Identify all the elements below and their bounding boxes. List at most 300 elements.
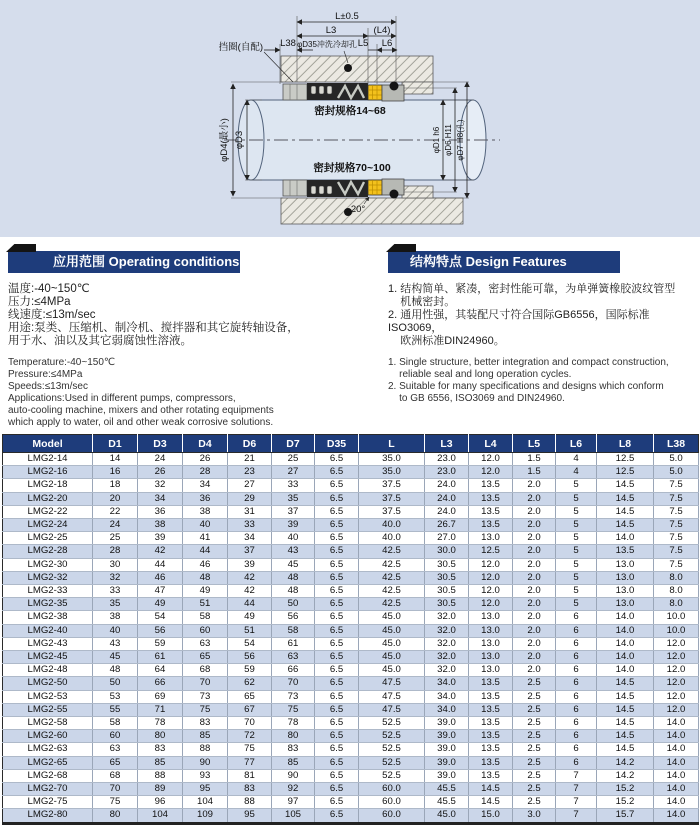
value-cell: 14.0 bbox=[654, 783, 699, 796]
value-cell: 30.5 bbox=[425, 585, 469, 598]
value-cell: 60.0 bbox=[359, 809, 425, 823]
value-cell: 83 bbox=[272, 743, 315, 756]
value-cell: 44 bbox=[138, 558, 183, 571]
value-cell: 30 bbox=[93, 558, 138, 571]
value-cell: 80 bbox=[138, 730, 183, 743]
value-cell: 24.0 bbox=[425, 505, 469, 518]
label-retaining-ring: 挡圈(自配) bbox=[218, 42, 263, 53]
value-cell: 12.0 bbox=[469, 558, 513, 571]
value-cell: 14.0 bbox=[597, 664, 654, 677]
value-cell: 10.0 bbox=[654, 624, 699, 637]
value-cell: 6.5 bbox=[315, 651, 359, 664]
model-cell: LMG2-22 bbox=[3, 505, 93, 518]
value-cell: 68 bbox=[93, 769, 138, 782]
value-cell: 12.5 bbox=[597, 453, 654, 466]
value-cell: 70 bbox=[272, 677, 315, 690]
value-cell: 13.0 bbox=[469, 624, 513, 637]
text-line: Applications:Used in different pumps, compressors, bbox=[8, 393, 236, 404]
model-cell: LMG2-80 bbox=[3, 809, 93, 823]
value-cell: 6.5 bbox=[315, 730, 359, 743]
value-cell: 6 bbox=[556, 611, 597, 624]
value-cell: 13.0 bbox=[597, 598, 654, 611]
text-line: 2. 通用性强，其装配尺寸符合国际GB6556，国际标准ISO3069， bbox=[388, 309, 650, 334]
value-cell: 5.0 bbox=[654, 453, 699, 466]
model-cell: LMG2-18 bbox=[3, 479, 93, 492]
model-cell: LMG2-43 bbox=[3, 637, 93, 650]
value-cell: 14.5 bbox=[597, 492, 654, 505]
table-row bbox=[3, 611, 699, 624]
value-cell: 12.0 bbox=[469, 598, 513, 611]
value-cell: 39.0 bbox=[425, 717, 469, 730]
value-cell: 14.0 bbox=[597, 651, 654, 664]
value-cell: 13.0 bbox=[597, 558, 654, 571]
value-cell: 7.5 bbox=[654, 532, 699, 545]
value-cell: 2.5 bbox=[513, 796, 556, 809]
value-cell: 14.0 bbox=[654, 743, 699, 756]
value-cell: 42.5 bbox=[359, 558, 425, 571]
value-cell: 13.0 bbox=[597, 585, 654, 598]
value-cell: 5.0 bbox=[654, 466, 699, 479]
value-cell: 12.0 bbox=[654, 703, 699, 716]
value-cell: 15.2 bbox=[597, 783, 654, 796]
value-cell: 2.0 bbox=[513, 611, 556, 624]
value-cell: 75 bbox=[272, 703, 315, 716]
value-cell: 95 bbox=[228, 809, 272, 823]
value-cell: 5 bbox=[556, 505, 597, 518]
value-cell: 66 bbox=[138, 677, 183, 690]
value-cell: 30.0 bbox=[425, 545, 469, 558]
value-cell: 77 bbox=[228, 756, 272, 769]
value-cell: 13.5 bbox=[469, 756, 513, 769]
value-cell: 14.0 bbox=[654, 756, 699, 769]
value-cell: 83 bbox=[183, 717, 228, 730]
value-cell: 6.5 bbox=[315, 611, 359, 624]
value-cell: 4 bbox=[556, 466, 597, 479]
value-cell: 2.0 bbox=[513, 558, 556, 571]
value-cell: 47.5 bbox=[359, 703, 425, 716]
model-cell: LMG2-65 bbox=[3, 756, 93, 769]
value-cell: 90 bbox=[183, 756, 228, 769]
value-cell: 48 bbox=[272, 571, 315, 584]
value-cell: 97 bbox=[272, 796, 315, 809]
value-cell: 56 bbox=[228, 651, 272, 664]
value-cell: 13.0 bbox=[469, 611, 513, 624]
value-cell: 32.0 bbox=[425, 611, 469, 624]
value-cell: 31 bbox=[228, 505, 272, 518]
value-cell: 36 bbox=[138, 505, 183, 518]
text-line: Speeds:≤13m/sec bbox=[8, 381, 88, 392]
value-cell: 38 bbox=[138, 519, 183, 532]
value-cell: 32.0 bbox=[425, 637, 469, 650]
value-cell: 26 bbox=[138, 466, 183, 479]
dim-label-l3: L3 bbox=[325, 25, 337, 36]
value-cell: 6.5 bbox=[315, 717, 359, 730]
table-row bbox=[3, 651, 699, 664]
value-cell: 14.5 bbox=[597, 703, 654, 716]
value-cell: 48 bbox=[272, 585, 315, 598]
value-cell: 47.5 bbox=[359, 690, 425, 703]
value-cell: 40 bbox=[272, 532, 315, 545]
value-cell: 6 bbox=[556, 717, 597, 730]
value-cell: 21 bbox=[228, 453, 272, 466]
design-features-header bbox=[388, 251, 620, 273]
dim-label-d7: φD7 H8(孔) bbox=[456, 119, 465, 161]
value-cell: 14.0 bbox=[654, 796, 699, 809]
operating-conditions-zh bbox=[8, 283, 374, 348]
value-cell: 42 bbox=[228, 571, 272, 584]
value-cell: 45.5 bbox=[425, 796, 469, 809]
value-cell: 7 bbox=[556, 769, 597, 782]
text-line: 用于水、油以及其它弱腐蚀性溶液。 bbox=[8, 335, 192, 347]
value-cell: 66 bbox=[272, 664, 315, 677]
value-cell: 37 bbox=[228, 545, 272, 558]
value-cell: 6.5 bbox=[315, 466, 359, 479]
value-cell: 81 bbox=[228, 769, 272, 782]
value-cell: 36 bbox=[183, 492, 228, 505]
value-cell: 85 bbox=[272, 756, 315, 769]
value-cell: 23.0 bbox=[425, 466, 469, 479]
column-header: D4 bbox=[183, 435, 228, 453]
value-cell: 14.5 bbox=[597, 743, 654, 756]
value-cell: 50 bbox=[272, 598, 315, 611]
value-cell: 6 bbox=[556, 664, 597, 677]
value-cell: 2.0 bbox=[513, 624, 556, 637]
value-cell: 5 bbox=[556, 585, 597, 598]
value-cell: 34 bbox=[183, 479, 228, 492]
value-cell: 45.5 bbox=[425, 783, 469, 796]
value-cell: 1.5 bbox=[513, 453, 556, 466]
value-cell: 12.0 bbox=[469, 453, 513, 466]
value-cell: 52.5 bbox=[359, 717, 425, 730]
value-cell: 1.5 bbox=[513, 466, 556, 479]
value-cell: 58 bbox=[93, 717, 138, 730]
value-cell: 61 bbox=[272, 637, 315, 650]
value-cell: 40 bbox=[183, 519, 228, 532]
value-cell: 32.0 bbox=[425, 624, 469, 637]
value-cell: 37.5 bbox=[359, 505, 425, 518]
value-cell: 2.0 bbox=[513, 479, 556, 492]
value-cell: 45.0 bbox=[359, 637, 425, 650]
value-cell: 14.0 bbox=[654, 769, 699, 782]
dim-label-l-total: L±0.5 bbox=[335, 11, 359, 22]
value-cell: 14.5 bbox=[597, 690, 654, 703]
value-cell: 14.5 bbox=[597, 519, 654, 532]
model-cell: LMG2-30 bbox=[3, 558, 93, 571]
column-header: L38 bbox=[654, 435, 699, 453]
value-cell: 13.0 bbox=[469, 651, 513, 664]
value-cell: 24 bbox=[93, 519, 138, 532]
text-line: 线速度:≤13m/sec bbox=[8, 309, 96, 321]
value-cell: 15.7 bbox=[597, 809, 654, 823]
value-cell: 45 bbox=[272, 558, 315, 571]
column-header: L bbox=[359, 435, 425, 453]
value-cell: 33 bbox=[228, 519, 272, 532]
value-cell: 46 bbox=[138, 571, 183, 584]
value-cell: 6.5 bbox=[315, 492, 359, 505]
value-cell: 65 bbox=[183, 651, 228, 664]
table-row bbox=[3, 558, 699, 571]
value-cell: 44 bbox=[183, 545, 228, 558]
value-cell: 7.5 bbox=[654, 558, 699, 571]
value-cell: 78 bbox=[272, 717, 315, 730]
value-cell: 30.5 bbox=[425, 558, 469, 571]
table-row bbox=[3, 466, 699, 479]
value-cell: 5 bbox=[556, 492, 597, 505]
value-cell: 12.0 bbox=[654, 690, 699, 703]
value-cell: 47.5 bbox=[359, 677, 425, 690]
text-line: 欧洲标准DIN24960。 bbox=[388, 335, 505, 347]
table-row bbox=[3, 585, 699, 598]
column-header: D6 bbox=[228, 435, 272, 453]
value-cell: 27 bbox=[272, 466, 315, 479]
value-cell: 93 bbox=[183, 769, 228, 782]
value-cell: 56 bbox=[138, 624, 183, 637]
table-row bbox=[3, 479, 699, 492]
value-cell: 34.0 bbox=[425, 703, 469, 716]
value-cell: 75 bbox=[93, 796, 138, 809]
value-cell: 13.5 bbox=[469, 479, 513, 492]
value-cell: 45.0 bbox=[359, 664, 425, 677]
value-cell: 33 bbox=[272, 479, 315, 492]
value-cell: 51 bbox=[228, 624, 272, 637]
value-cell: 53 bbox=[93, 690, 138, 703]
value-cell: 45 bbox=[93, 651, 138, 664]
value-cell: 45.0 bbox=[425, 809, 469, 823]
value-cell: 12.0 bbox=[654, 664, 699, 677]
model-cell: LMG2-28 bbox=[3, 545, 93, 558]
value-cell: 26.7 bbox=[425, 519, 469, 532]
label-angle: 20° bbox=[350, 204, 366, 215]
value-cell: 6 bbox=[556, 624, 597, 637]
value-cell: 24.0 bbox=[425, 479, 469, 492]
value-cell: 43 bbox=[272, 545, 315, 558]
value-cell: 40.0 bbox=[359, 532, 425, 545]
value-cell: 6 bbox=[556, 703, 597, 716]
value-cell: 2.5 bbox=[513, 769, 556, 782]
value-cell: 70 bbox=[93, 783, 138, 796]
value-cell: 51 bbox=[183, 598, 228, 611]
value-cell: 68 bbox=[183, 664, 228, 677]
dim-label-l5: L5 bbox=[357, 38, 369, 49]
model-cell: LMG2-63 bbox=[3, 743, 93, 756]
value-cell: 5 bbox=[556, 598, 597, 611]
value-cell: 61 bbox=[138, 651, 183, 664]
value-cell: 6.5 bbox=[315, 769, 359, 782]
value-cell: 54 bbox=[138, 611, 183, 624]
value-cell: 13.5 bbox=[469, 717, 513, 730]
table-row bbox=[3, 743, 699, 756]
design-features-zh bbox=[388, 283, 696, 348]
value-cell: 13.0 bbox=[469, 532, 513, 545]
value-cell: 52.5 bbox=[359, 743, 425, 756]
value-cell: 44 bbox=[228, 598, 272, 611]
value-cell: 65 bbox=[228, 690, 272, 703]
value-cell: 7.5 bbox=[654, 519, 699, 532]
value-cell: 78 bbox=[138, 717, 183, 730]
text-line: 2. Suitable for many specifications and designs which conform bbox=[388, 381, 664, 392]
value-cell: 26 bbox=[183, 453, 228, 466]
value-cell: 69 bbox=[138, 690, 183, 703]
value-cell: 16 bbox=[93, 466, 138, 479]
value-cell: 12.0 bbox=[469, 466, 513, 479]
value-cell: 6.5 bbox=[315, 743, 359, 756]
table-row bbox=[3, 783, 699, 796]
value-cell: 5 bbox=[556, 571, 597, 584]
column-header: D3 bbox=[138, 435, 183, 453]
text-line: 用途:泵类、压缩机、制冷机、搅拌器和其它旋转轴设备， bbox=[8, 322, 299, 334]
value-cell: 6.5 bbox=[315, 664, 359, 677]
value-cell: 2.5 bbox=[513, 743, 556, 756]
operating-conditions-en bbox=[8, 357, 374, 429]
value-cell: 42 bbox=[228, 585, 272, 598]
value-cell: 2.5 bbox=[513, 756, 556, 769]
value-cell: 2.0 bbox=[513, 598, 556, 611]
column-header: Model bbox=[3, 435, 93, 453]
value-cell: 39.0 bbox=[425, 743, 469, 756]
value-cell: 7 bbox=[556, 809, 597, 823]
value-cell: 45.0 bbox=[359, 651, 425, 664]
value-cell: 14.0 bbox=[597, 624, 654, 637]
value-cell: 13.5 bbox=[469, 703, 513, 716]
value-cell: 75 bbox=[228, 743, 272, 756]
value-cell: 55 bbox=[93, 703, 138, 716]
model-cell: LMG2-32 bbox=[3, 571, 93, 584]
value-cell: 5 bbox=[556, 519, 597, 532]
value-cell: 13.5 bbox=[469, 690, 513, 703]
value-cell: 32.0 bbox=[425, 664, 469, 677]
value-cell: 42.5 bbox=[359, 585, 425, 598]
value-cell: 6.5 bbox=[315, 558, 359, 571]
value-cell: 6.5 bbox=[315, 545, 359, 558]
value-cell: 24 bbox=[138, 453, 183, 466]
value-cell: 14.5 bbox=[597, 677, 654, 690]
value-cell: 6.5 bbox=[315, 796, 359, 809]
column-header: D7 bbox=[272, 435, 315, 453]
value-cell: 6.5 bbox=[315, 519, 359, 532]
value-cell: 40.0 bbox=[359, 519, 425, 532]
value-cell: 13.0 bbox=[469, 637, 513, 650]
table-row bbox=[3, 545, 699, 558]
value-cell: 49 bbox=[183, 585, 228, 598]
value-cell: 6 bbox=[556, 756, 597, 769]
value-cell: 71 bbox=[138, 703, 183, 716]
value-cell: 6.5 bbox=[315, 479, 359, 492]
value-cell: 40 bbox=[93, 624, 138, 637]
value-cell: 27.0 bbox=[425, 532, 469, 545]
value-cell: 52.5 bbox=[359, 730, 425, 743]
value-cell: 14.0 bbox=[597, 637, 654, 650]
value-cell: 6.5 bbox=[315, 756, 359, 769]
value-cell: 34.0 bbox=[425, 677, 469, 690]
value-cell: 52.5 bbox=[359, 769, 425, 782]
value-cell: 2.5 bbox=[513, 703, 556, 716]
value-cell: 42.5 bbox=[359, 571, 425, 584]
value-cell: 48 bbox=[183, 571, 228, 584]
value-cell: 24.0 bbox=[425, 492, 469, 505]
value-cell: 25 bbox=[93, 532, 138, 545]
o-ring-flush-top bbox=[344, 64, 352, 72]
value-cell: 59 bbox=[138, 637, 183, 650]
column-header: D1 bbox=[93, 435, 138, 453]
value-cell: 2.0 bbox=[513, 637, 556, 650]
design-features-section bbox=[388, 251, 696, 405]
value-cell: 32 bbox=[93, 571, 138, 584]
column-header: D35 bbox=[315, 435, 359, 453]
text-line: to GB 6556, ISO3069 and DIN24960. bbox=[388, 393, 565, 404]
value-cell: 85 bbox=[138, 756, 183, 769]
value-cell: 12.0 bbox=[654, 677, 699, 690]
model-cell: LMG2-50 bbox=[3, 677, 93, 690]
value-cell: 88 bbox=[228, 796, 272, 809]
value-cell: 105 bbox=[272, 809, 315, 823]
value-cell: 80 bbox=[93, 809, 138, 823]
value-cell: 65 bbox=[93, 756, 138, 769]
value-cell: 35.0 bbox=[359, 466, 425, 479]
value-cell: 34.0 bbox=[425, 690, 469, 703]
table-row bbox=[3, 624, 699, 637]
value-cell: 38 bbox=[93, 611, 138, 624]
dimension-table bbox=[2, 434, 699, 825]
value-cell: 39.0 bbox=[425, 730, 469, 743]
value-cell: 6.5 bbox=[315, 637, 359, 650]
text-line: Temperature:-40~150℃ bbox=[8, 357, 116, 368]
model-cell: LMG2-68 bbox=[3, 769, 93, 782]
value-cell: 59 bbox=[228, 664, 272, 677]
table-row bbox=[3, 453, 699, 466]
model-cell: LMG2-53 bbox=[3, 690, 93, 703]
value-cell: 6 bbox=[556, 651, 597, 664]
value-cell: 35 bbox=[272, 492, 315, 505]
value-cell: 12.0 bbox=[654, 651, 699, 664]
value-cell: 2.5 bbox=[513, 783, 556, 796]
value-cell: 14.5 bbox=[597, 505, 654, 518]
value-cell: 35.0 bbox=[359, 453, 425, 466]
value-cell: 2.5 bbox=[513, 730, 556, 743]
value-cell: 14.0 bbox=[654, 809, 699, 823]
value-cell: 46 bbox=[183, 558, 228, 571]
value-cell: 37.5 bbox=[359, 492, 425, 505]
value-cell: 6.5 bbox=[315, 783, 359, 796]
table-row bbox=[3, 492, 699, 505]
value-cell: 12.0 bbox=[654, 637, 699, 650]
operating-conditions-section bbox=[8, 251, 374, 429]
text-line: Pressure:≤4MPa bbox=[8, 369, 83, 380]
model-cell: LMG2-75 bbox=[3, 796, 93, 809]
value-cell: 33 bbox=[93, 585, 138, 598]
table-header-row bbox=[3, 435, 699, 453]
value-cell: 67 bbox=[228, 703, 272, 716]
value-cell: 60 bbox=[93, 730, 138, 743]
column-header: L6 bbox=[556, 435, 597, 453]
value-cell: 13.5 bbox=[469, 519, 513, 532]
model-cell: LMG2-14 bbox=[3, 453, 93, 466]
text-line: auto-cooling machine, mixers and other rotating equipments bbox=[8, 405, 274, 416]
value-cell: 83 bbox=[138, 743, 183, 756]
value-cell: 14.0 bbox=[654, 730, 699, 743]
value-cell: 6 bbox=[556, 730, 597, 743]
value-cell: 62 bbox=[228, 677, 272, 690]
table-row bbox=[3, 703, 699, 716]
operating-conditions-title bbox=[8, 251, 240, 273]
value-cell: 13.0 bbox=[469, 664, 513, 677]
table-row bbox=[3, 769, 699, 782]
value-cell: 14.5 bbox=[469, 796, 513, 809]
value-cell: 6.5 bbox=[315, 585, 359, 598]
model-cell: LMG2-24 bbox=[3, 519, 93, 532]
value-cell: 6 bbox=[556, 690, 597, 703]
value-cell: 2.0 bbox=[513, 545, 556, 558]
value-cell: 89 bbox=[138, 783, 183, 796]
